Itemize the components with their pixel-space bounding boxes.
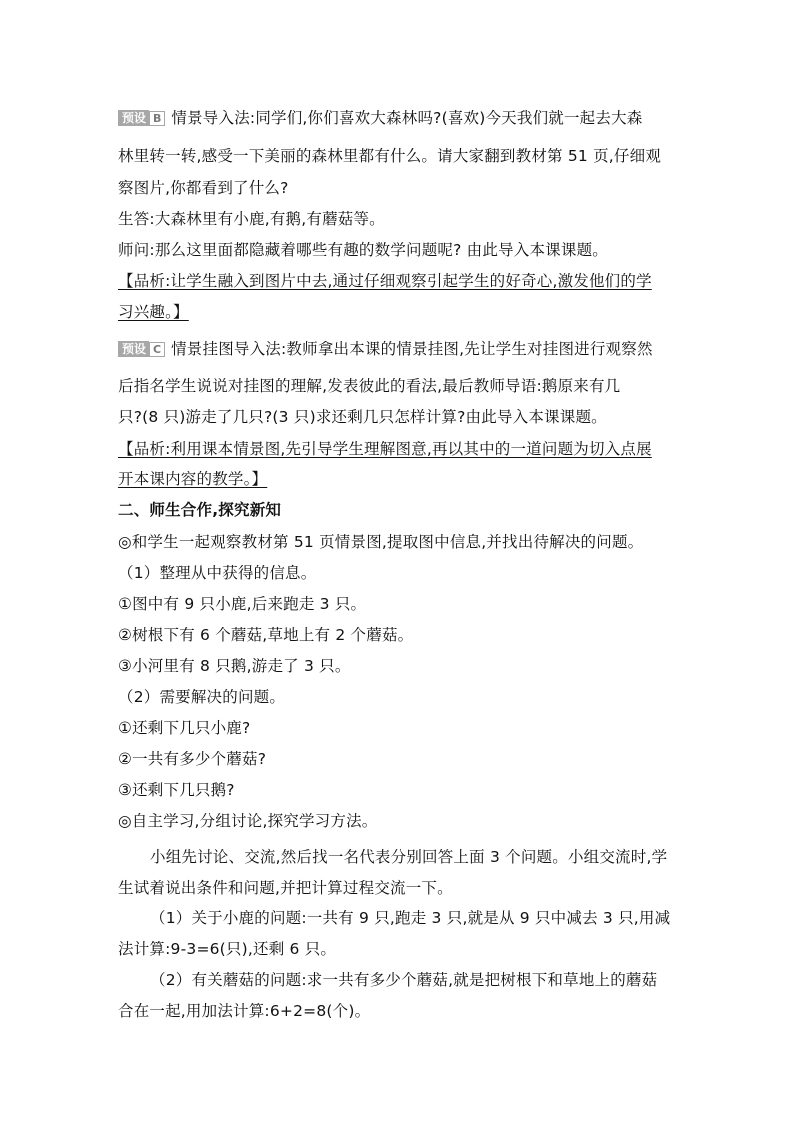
info-title: （1）整理从中获得的信息。 (118, 564, 317, 582)
paragraph-text: 小组先讨论、交流,然后找一名代表分别回答上面 3 个问题。小组交流时,学 (150, 848, 668, 866)
list-item: ②树根下有 6 个蘑菇,草地上有 2 个蘑菇。 (118, 626, 414, 644)
paragraph-text: 生试着说出条件和问题,并把计算过程交流一下。 (118, 879, 453, 897)
section-heading: 二、师生合作,探究新知 (118, 501, 282, 519)
paragraph-text: 生答:大森林里有小鹿,有鹅,有蘑菇等。 (118, 210, 385, 228)
paragraph-text: 合在一起,用加法计算:6+2=8(个)。 (118, 1002, 371, 1020)
list-item: ①还剩下几只小鹿? (118, 719, 251, 737)
paragraph-text: 情景导入法:同学们,你们喜欢大森林吗?(喜欢)今天我们就一起去大森 (171, 109, 643, 127)
list-item: ③小河里有 8 只鹅,游走了 3 只。 (118, 657, 351, 675)
paragraph-text: 察图片,你都看到了什么? (118, 179, 289, 197)
list-item: ①图中有 9 只小鹿,后来跑走 3 只。 (118, 595, 367, 613)
paragraph-text: 情景挂图导入法:教师拿出本课的情景挂图,先让学生对挂图进行观察然 (171, 340, 653, 358)
paragraph-text: 林里转一转,感受一下美丽的森林里都有什么。请大家翻到教材第 51 页,仔细观 (118, 147, 662, 165)
preset-c-line-1 (118, 337, 653, 359)
list-item: ②一共有多少个蘑菇? (118, 750, 267, 768)
preset-b-line-1 (118, 106, 642, 128)
paragraph-text: 后指名学生说说对挂图的理解,发表彼此的看法,最后教师导语:鹅原来有几 (118, 377, 621, 395)
paragraph-text: ◎自主学习,分组讨论,探究学习方法。 (118, 812, 378, 830)
paragraph-text: ◎和学生一起观察教材第 51 页情景图,提取图中信息,并找出待解决的问题。 (118, 533, 644, 551)
paragraph-text: （1）关于小鹿的问题:一共有 9 只,跑走 3 只,就是从 9 只中减去 3 只,用减 (150, 909, 671, 927)
analysis-note: 【品析:利用课本情景图,先引导学生理解图意,再以其中的一道问题为切入点展 (118, 440, 652, 458)
preset-c-badge: 预设 C (118, 340, 165, 357)
paragraph-text: （2）有关蘑菇的问题:求一共有多少个蘑菇,就是把树根下和草地上的蘑菇 (150, 971, 658, 989)
paragraph-text: 法计算:9-3=6(只),还剩 6 只。 (118, 940, 337, 958)
paragraph-text: 师问:那么这里面都隐藏着哪些有趣的数学问题呢? 由此导入本课课题。 (118, 241, 608, 259)
preset-b-badge: 预设 B (118, 109, 165, 126)
paragraph-text: 只?(8 只)游走了几只?(3 只)求还剩几只怎样计算?由此导入本课课题。 (118, 408, 607, 426)
analysis-note: 开本课内容的教学。】 (118, 470, 268, 488)
list-item: ③还剩下几只鹅? (118, 781, 235, 799)
problem-title: （2）需要解决的问题。 (118, 688, 286, 706)
analysis-note: 【品析:让学生融入到图片中去,通过仔细观察引起学生的好奇心,激发他们的学 (118, 272, 652, 290)
analysis-note: 习兴趣。】 (118, 303, 189, 321)
